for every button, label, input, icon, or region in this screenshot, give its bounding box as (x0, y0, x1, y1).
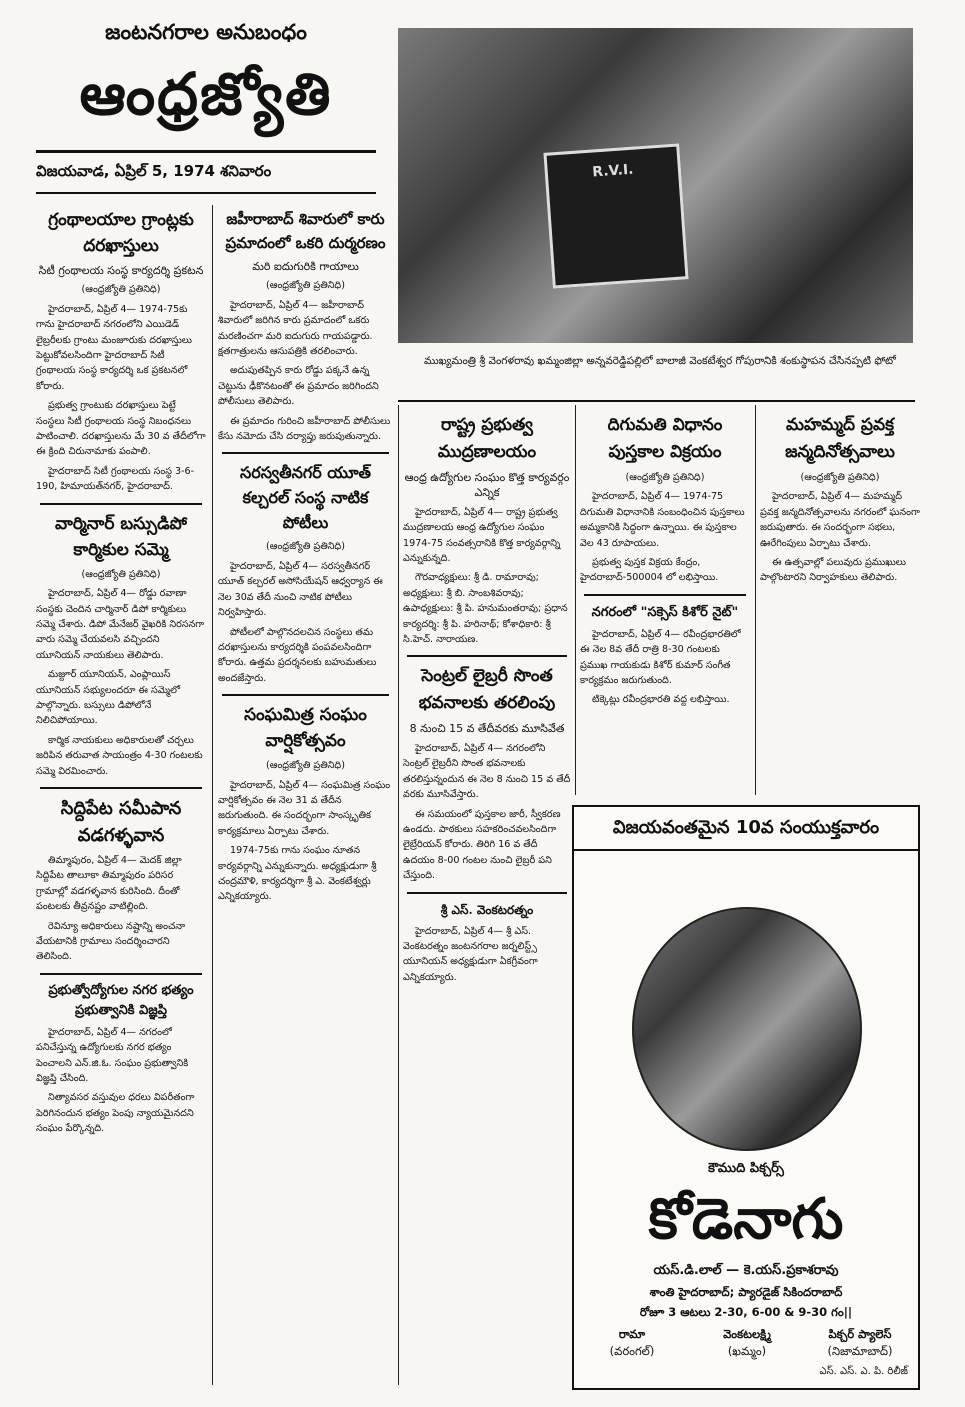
ad-credits: యస్.డి.లాల్ — కె.యస్.ప్రకాశరావు (653, 1263, 839, 1278)
article-paragraph: హైదరాబాద్ సిటీ గ్రంథాలయ సంస్థ 3-6-190, హిమాయత్‌నగర్, హైదరాబాద్. (36, 465, 195, 493)
article-paragraph: హైదరాబాద్, ఏప్రిల్ 4— జహీరాబాద్ శివారులో జరిగిన కారు ప్రమాదంలో ఒకరు మరణించగా మరి ఐదుగురు గాయపడ్డారు. క్షతగాత్రులను ఆసుపత్రికి తరలించారు. (218, 299, 373, 358)
article-byline: (ఆంధ్రజ్యోతి ప్రతినిధి) (266, 760, 345, 772)
col-divider-3 (575, 405, 576, 795)
article-headline: సిద్దిపేట సమీపాన వడగళ్ళవాన (60, 797, 182, 846)
column-2 (218, 205, 393, 1395)
foundation-plaque (543, 143, 688, 288)
article-rule (40, 973, 202, 975)
dateline: విజయవాడ, ఏప్రిల్ 5, 1974 శనివారం (36, 162, 272, 180)
article-paragraph: హైదరాబాద్, ఏప్రిల్ 4— నగరంలో పనిచేస్తున్న ఉద్యోగులకు నగర భత్యం పెంచాలని ఎన్.జి.ఓ. సంఘం ప్రభుత్వానికి విజ్ఞప్తి చేసింది. (36, 1026, 189, 1085)
ad-theatres-main: శాంతి హైదరాబాద్; ప్యారడైజ్ సికిందరాబాద్ (649, 1285, 843, 1299)
article-paragraph: హైదరాబాద్, ఏప్రిల్ 4— సరస్వతీనగర్ యూత్ కల్చరల్ అసోసియేషన్ ఆధ్వర్యాన ఈ నెల 30వ తేదీ నుంచి నాటిక పోటీలు నిర్వహిస్తారు. (218, 560, 383, 619)
ad-theatre-venkata (692, 1327, 802, 1361)
article-paragraph: హైదరాబాద్, ఏప్రిల్ 4— శ్రీ ఎస్. వెంకటరత్నం జంటనగరాల జర్నలిస్ట్స్ యూనియన్ అధ్యక్షుడుగా ఏకగ్రీవంగా ఎన్నికయ్యారు. (403, 925, 538, 983)
article-paragraph: కార్మిక నాయకులు అధికారులతో చర్చలు జరిపిన తరువాత సాయంత్రం 4-30 గంటలకు సమ్మె విరమించారు. (36, 734, 203, 777)
theatre-name: వెంకటలక్ష్మి (723, 1327, 771, 1341)
article-rule (222, 694, 389, 696)
article-byline: (ఆంధ్రజ్యోతి ప్రతినిధి) (800, 472, 880, 483)
article-paragraph: హైదరాబాద్, ఏప్రిల్ 4— రాష్ట్ర ప్రభుత్వ ముద్రణాలయ ఆంధ్ర ఉద్యోగుల సంఘం 1974-75 సంవత్సరానికి కొత్త కార్యవర్గాన్ని ఎన్నుకున్నది. (403, 506, 561, 565)
theatre-town: (వరంగల్) (609, 1344, 655, 1358)
article-byline: (ఆంధ్రజ్యోతి ప్రతినిధి) (625, 472, 705, 483)
news-photo (398, 28, 913, 343)
article-paragraph: హైదరాబాద్, ఏప్రిల్ 4— 1974-75కు గాను హైదరాబాద్ నగరంలోని ఎయిడెడ్ లైబ్రరీలకు గ్రాంటు మంజూరుకు దరఖాస్తులు పెట్టుకోవలసిందిగా హైదరాబాద్ సిటీ గ్రంథాలయ సంస్థ కార్యదర్శి ఒక ప్రకటనలో కోరారు. (36, 303, 192, 392)
article-paragraph: మజ్దూర్ యూనియన్, ఎంప్లాయిస్ యూనియన్ సభ్యులందరూ ఈ సమ్మెలో పాల్గొన్నారు. బస్సులు డిపోలోనే నిలిచిపోయాయి. (36, 669, 181, 727)
article-paragraph: హైదరాబాద్, ఏప్రిల్ 4— రవీంద్రభారతిలో ఈ నెల 8వ తేదీ రాత్రి 8-30 గంటలకు ప్రముఖ గాయకుడు కిశోర్ కుమార్ సంగీత కార్యక్రమం జరుగుతుంది. (580, 628, 741, 687)
article-headline: దిగుమతి విధానం పుస్తకాల విక్రయం (607, 415, 723, 462)
article-paragraph: టిక్కెట్లు రవీంద్రభారతి వద్ద లభిస్తాయి. (592, 694, 730, 706)
article-paragraph: హైదరాబాద్, ఏప్రిల్ 4— మహమ్మద్ ప్రవక్త జన్మదినోత్సవాలను నగరంలో ఘనంగా జరుపుతారు. ఈ సందర్భంగా సభలు, ఊరేగింపులు ఏర్పాటు చేశారు. (760, 491, 920, 549)
article-paragraph: ఈ సమయంలో పుస్తకాల జారీ, స్వీకరణ ఉండదు. పాఠకులు సహకరించవలసిందిగా లైబ్రేరియన్ కోరారు. తిరిగి 16 వ తేదీ ఉదయం 8-00 గంటల నుంచి లైబ్రరీ పని చేస్తుంది. (403, 808, 561, 882)
article-headline: మహమ్మద్ ప్రవక్త జన్మదినోత్సవాలు (785, 415, 895, 462)
article-headline: గ్రంథాలయాల గ్రాంట్లకు దరఖాస్తులు (48, 210, 194, 256)
theatre-name: పిక్చర్ ప్యాలెస్ (828, 1327, 892, 1341)
ad-showtimes: రోజూ 3 ఆటలు 2-30, 6-00 & 9-30 గం|| (639, 1305, 853, 1319)
movie-advertisement (572, 805, 920, 1390)
article-headline: ప్రభుత్వోద్యోగుల నగర భత్యం ప్రభుత్వానికి విజ్ఞప్తి (48, 982, 194, 1018)
article-rule (40, 787, 202, 789)
article-headline: సెంట్రల్ లైబ్రరీ సొంత భవనాలకు తరలింపు (418, 666, 556, 714)
ad-producer: కౌముది పిక్చర్స్ (708, 1161, 784, 1176)
article-subhead: సిటీ గ్రంథాలయ సంస్థ కార్యదర్శి ప్రకటన (38, 264, 204, 277)
theatre-name: రామా (618, 1327, 646, 1341)
column-1 (36, 205, 206, 1395)
article-paragraph: హైదరాబాద్, ఏప్రిల్ 4— నగరంలోని సెంట్రల్ లైబ్రరీని సొంత భవనాలకు తరలిస్తున్నందున ఈ నెల 8 నుంచి 15 వ తేదీ వరకు మూసివేస్తారు. (403, 742, 571, 801)
article-rule (40, 503, 202, 505)
col-divider-2 (398, 405, 399, 1385)
article-subhead: 8 నుంచి 15 వ తేదీవరకు మూసివేత (409, 722, 565, 736)
ad-film-title: కోడెనాగు (648, 1186, 844, 1252)
col-divider-1 (212, 205, 213, 1385)
article-paragraph: హైదరాబాద్, ఏప్రిల్ 4— రోడ్డు రవాణా సంస్థకు చెందిన చార్మినార్ డిపో కార్మికులు సమ్మె చేశారు. డిపో మేనేజర్ వైఖరికి నిరసనగా వారు సమ్మె చేయవలసి వచ్చిందని యూనియన్ నాయకులు తెలిపారు. (36, 588, 205, 661)
ad-film-still (632, 907, 862, 1151)
article-subhead: ఆంధ్ర ఉద్యోగుల సంఘం కొత్త కార్యవర్గం ఎన్నిక (404, 471, 570, 500)
article-paragraph: 1974-75కు గాను సంఘం నూతన కార్యవర్గాన్ని ఎన్నుకున్నారు. అధ్యక్షుడుగా శ్రీ చంద్రమౌళి, కార్యదర్శిగా శ్రీ ఎ. వెంకటేశ్వర్లు ఎన్నికయ్యారు. (218, 845, 377, 903)
ad-theatre-rama (582, 1327, 682, 1361)
article-rule (407, 655, 567, 657)
article-headline: నగరంలో "సక్సెస్ కిశోర్ నైట్" (591, 604, 739, 620)
article-paragraph: ఈ ఉత్సవాల్లో పలువురు ప్రముఖులు పాల్గొంటారని నిర్వాహకులు తెలిపారు. (760, 557, 906, 584)
masthead-rule (36, 150, 376, 153)
article-paragraph: హైదరాబాద్, ఏప్రిల్ 4— 1974-75 దిగుమతి విధానానికి సంబంధించిన పుస్తకాలు అమ్మకానికి సిద్ధంగా ఉన్నాయి. ఈ పుస్తకాల వెల 43 రూపాయలు. (580, 491, 745, 549)
dateline-rule (36, 192, 376, 194)
ad-banner: విజయవంతమైన 10వ సంయుక్తవారం (574, 807, 918, 851)
article-paragraph: ప్రభుత్వ పుస్తక విక్రయ కేంద్రం, హైదరాబాద్-500004 లో లభిస్తాయి. (580, 557, 719, 584)
column-3 (403, 410, 571, 1395)
photo-caption: ముఖ్యమంత్రి శ్రీ వెంగళరావు ఖమ్మంజిల్లా అన్నవరెడ్డిపల్లిలో బాలాజీ వెంకటేశ్వర గోపురానికి శంకుస్థాపన చేసినప్పటి ఫోటో (424, 355, 896, 367)
article-headline: రాష్ట్ర ప్రభుత్వ ముద్రణాలయం (437, 415, 537, 462)
column-5 (760, 410, 920, 795)
article-rule (222, 452, 389, 454)
article-headline: శ్రీ ఎస్. వెంకటరత్నం (440, 902, 534, 917)
article-paragraph: పోటీలలో పాల్గొనదలచిన సంస్థలు తమ దరఖాస్తులను కార్యదర్శికి పంపవలసిందిగా కోరారు. ఉత్తమ ప్రదర్శనలకు బహుమతులు అందజేస్తారు. (218, 626, 377, 684)
article-paragraph: అదుపుతప్పిన కారు రోడ్డు పక్కనే ఉన్న చెట్టును ఢీకొనటంతో ఈ ప్రమాదం జరిగిందని పోలీసులు తెలిపారు. (218, 365, 379, 408)
masthead-title: ఆంధ్రజ్యోతి (79, 60, 333, 128)
article-rule (584, 594, 746, 596)
article-headline: జహీరాబాద్ శివారులో కారు ప్రమాదంలో ఒకరి దుర్మరణం (225, 210, 386, 252)
photo-caption-rule (398, 400, 915, 402)
article-paragraph: గౌరవాధ్యక్షులు: శ్రీ డి. రామారావు; అధ్యక్షులు: శ్రీ బి. సాంబశివరావు; ఉపాధ్యక్షులు: శ్రీ పి. హనుమంతరావు; ప్రధాన కార్యదర్శి: శ్రీ పి. హరినాథ్; కోశాధికారి: శ్రీ సి.హెచ్. నారాయణ. (403, 572, 568, 646)
col-divider-4 (755, 405, 756, 795)
article-byline: (ఆంధ్రజ్యోతి ప్రతినిధి) (81, 284, 161, 296)
theatre-town: (నిజామాబాద్) (827, 1344, 893, 1358)
article-headline: సరస్వతీనగర్ యూత్ కల్చరల్ సంస్థ నాటిక పోటీలు (240, 463, 371, 533)
article-rule (407, 892, 567, 894)
article-paragraph: నిత్యావసర వస్తువుల ధరలు విపరీతంగా పెరిగినందున భత్యం పెంపు న్యాయమైనదని సంఘం పేర్కొన్నది. (36, 1092, 195, 1135)
article-byline: (ఆంధ్రజ్యోతి ప్రతినిధి) (266, 541, 345, 553)
article-byline: (ఆంధ్రజ్యోతి ప్రతినిధి) (266, 280, 345, 292)
plaque-label: R.V.I. (591, 161, 634, 181)
article-paragraph: ప్రభుత్వ గ్రాంటుకు దరఖాస్తులు పెట్టే సంస్థలు సిటీ గ్రంథాలయ సంస్థ నిబంధనలు పాటించాలి. దరఖాస్తులను మే 30 వ తేదీలోగా ఈ క్రింది చిరునామాకు పంపాలి. (36, 400, 206, 458)
ad-theatre-picture (808, 1327, 912, 1361)
article-paragraph: ఈ ప్రమాదం గురించి జహీరాబాద్ పోలీసులు కేసు నమోదు చేసి దర్యాప్తు జరుపుతున్నారు. (218, 415, 391, 443)
article-headline: వార్మినార్ బస్సుడిపో కార్మికుల సమ్మె (55, 513, 187, 560)
article-paragraph: రెవిన్యూ అధికారులు నష్టాన్ని అంచనా వేయటానికి గ్రామాలు సందర్శించారని తెలిసింది. (36, 920, 186, 963)
article-byline: (ఆంధ్రజ్యోతి ప్రతినిధి) (81, 568, 161, 580)
theatre-town: (ఖమ్మం) (727, 1344, 767, 1358)
masthead-edition: జంటనగరాల అనుబంధం (105, 20, 307, 44)
article-paragraph: హైదరాబాద్, ఏప్రిల్ 4— సంఘమిత్ర సంఘం వార్షికోత్సవం ఈ నెల 31 వ తేదీన జరుగుతుంది. ఈ సందర్భంగా సాంస్కృతిక కార్యక్రమాలు ఏర్పాటు చేశారు. (218, 779, 391, 837)
ad-distributor: ఎస్. ఎస్. ఎ. పి. రిలీజ్ (819, 1366, 908, 1377)
column-4 (580, 410, 750, 795)
article-subhead: మరి ఐదుగురికి గాయాలు (252, 260, 359, 273)
article-headline: సంఘమిత్ర సంఘం వార్షికోత్సవం (244, 705, 367, 752)
article-paragraph: తిమ్మాపురం, ఏప్రిల్ 4— మెదక్ జిల్లా సిద్దిపేట తాలూకా తిమ్మాపురం పరిసర గ్రామాల్లో వడగళ్ళవాన కురిసింది. దీంతో పంటలకు తీవ్రనష్టం వాటిల్లింది. (36, 854, 182, 913)
